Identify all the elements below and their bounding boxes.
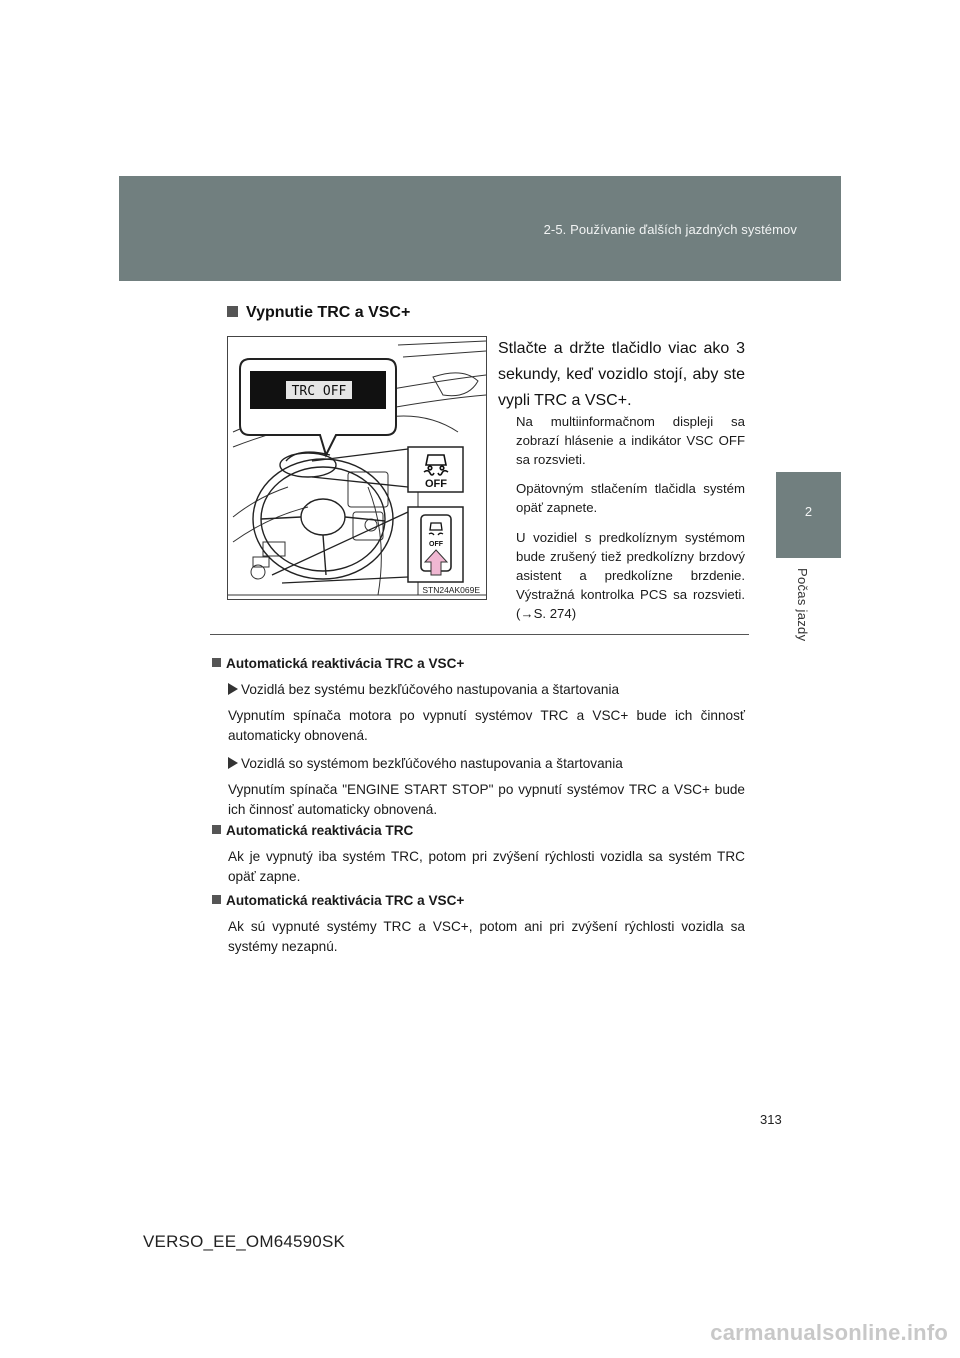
section-heading-text: Vypnutie TRC a VSC+ <box>246 304 411 321</box>
vsc-off-button-label: OFF <box>425 478 447 490</box>
info-heading: Automatická reaktivácia TRC a VSC+ <box>212 891 745 911</box>
info-paragraph: Ak je vypnutý iba systém TRC, potom pri zvýšení rýchlosti vozidla sa systém TRC opäť zapne. <box>228 849 745 884</box>
header-band <box>119 176 841 281</box>
section-divider <box>210 634 749 635</box>
dashboard-drawing <box>228 337 486 599</box>
info-paragraph: Vypnutím spínača motora po vypnutí systémov TRC a VSC+ bude ich činnosť automaticky obnovená. <box>228 708 745 743</box>
note-reenable: Opätovným stlačením tlačidla systém opäť zapnete. <box>516 481 745 515</box>
info-heading: Automatická reaktivácia TRC <box>212 821 745 841</box>
header-title: 2-5. Používanie ďalších jazdných systémov <box>543 222 797 237</box>
document-code: VERSO_EE_OM64590SK <box>143 1232 346 1251</box>
dashboard-illustration <box>227 336 487 600</box>
info-paragraph: Vypnutím spínača "ENGINE START STOP" po vypnutí systémov TRC a VSC+ bude ich činnosť automaticky obnovená. <box>228 782 745 817</box>
chapter-label: Počas jazdy <box>795 568 810 642</box>
chapter-tab <box>776 472 841 558</box>
info-block-vsc-reactivation <box>212 891 745 957</box>
watermark: carmanualsonline.info <box>710 1320 948 1345</box>
trc-off-display: TRC OFF <box>291 384 347 399</box>
section-heading <box>227 304 410 322</box>
note-display-message: Na multiinformačnom displeji sa zobrazí hlásenie a indikátor VSC OFF sa rozsvieti. <box>516 414 745 467</box>
figure-code: STN24AK069E <box>422 585 480 595</box>
chapter-number: 2 <box>804 504 813 519</box>
vehicle-type-bullet: Vozidlá so systémom bezkľúčového nastupovania a štartovania <box>212 754 745 774</box>
square-bullet-icon <box>212 895 221 904</box>
page-number: 313 <box>760 1112 782 1127</box>
info-heading: Automatická reaktivácia TRC a VSC+ <box>212 654 745 674</box>
triangle-bullet-icon <box>228 757 238 769</box>
vehicle-type-bullet: Vozidlá bez systému bezkľúčového nastupovania a štartovania <box>212 680 745 700</box>
info-block-auto-reactivation-trc <box>212 821 745 887</box>
square-bullet-icon <box>212 658 221 667</box>
square-bullet-icon <box>227 306 238 317</box>
vsc-off-switch-label: OFF <box>429 541 443 548</box>
note-pre-collision: U vozidiel s predkolíznym systémom bude zrušený tiež predkolízny brzdový asistent a predkolízne brzdenie. Výstražná kontrolka PCS sa rozsvieti. (→S. 274) <box>516 530 745 621</box>
instruction-text: Stlačte a držte tlačidlo viac ako 3 sekundy, keď vozidlo stojí, aby ste vypli TRC a VSC+. <box>498 340 745 409</box>
info-block-auto-reactivation-trc-vsc <box>212 654 745 820</box>
triangle-bullet-icon <box>228 683 238 695</box>
info-paragraph: Ak sú vypnuté systémy TRC a VSC+, potom ani pri zvýšení rýchlosti vozidla sa systémy nezapnú. <box>228 919 745 954</box>
square-bullet-icon <box>212 825 221 834</box>
